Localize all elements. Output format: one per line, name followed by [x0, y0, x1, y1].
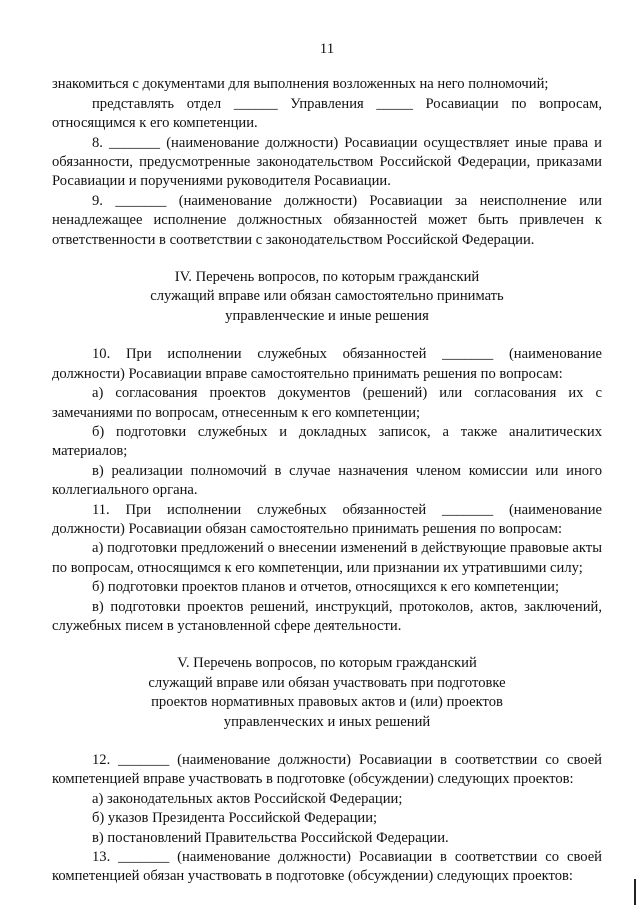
paragraph: а) подготовки предложений о внесении изменений в действующие правовые акты по вопросам, относящимся к его компетенции, или признании их утратившими силу; [52, 540, 602, 576]
heading-line: V. Перечень вопросов, по которым гражданский [177, 655, 477, 672]
scan-edge-mark [634, 879, 636, 905]
paragraph: 13. _______ (наименование должности) Росавиации в соответствии со своей компетенцией обязан участвовать в подготовке (обсуждении) следующих проектов: [52, 849, 602, 885]
paragraph: 11. При исполнении служебных обязанностей _______ (наименование должности) Росавиации обязан самостоятельно принимать решения по вопросам: [52, 501, 602, 537]
heading-line: проектов нормативных правовых актов и (или) проектов [151, 694, 503, 711]
heading-line: управленческих и иных решений [223, 713, 431, 730]
paragraph: б) подготовки проектов планов и отчетов, относящихся к его компетенции; [92, 579, 560, 596]
paragraph: 8. _______ (наименование должности) Росавиации осуществляет иные права и обязанности, предусмотренные законодательством Российской Федерации, приказами Росавиации и поручениями руководителя Росавиации. [52, 134, 602, 190]
paragraph: знакомиться с документами для выполнения возложенных на него полномочий; [52, 76, 549, 93]
paragraph: а) согласования проектов документов (решений) или согласования их с замечаниями по вопросам, отнесенным к его компетенции; [52, 385, 602, 421]
page-number: 11 [319, 41, 335, 57]
heading-line: IV. Перечень вопросов, по которым гражданский [174, 269, 480, 286]
paragraph: 12. _______ (наименование должности) Росавиации в соответствии со своей компетенцией вправе участвовать в подготовке (обсуждении) следующих проектов: [52, 752, 602, 788]
paragraph: в) подготовки проектов решений, инструкций, протоколов, актов, заключений, служебных писем в установленной сфере деятельности. [52, 598, 602, 634]
paragraph: б) подготовки служебных и докладных записок, а также аналитических материалов; [52, 423, 602, 460]
paragraph: в) постановлений Правительства Российской Федерации. [92, 829, 449, 846]
heading-line: управленческие и иные решения [225, 307, 429, 324]
heading-line: служащий вправе или обязан самостоятельно принимать [150, 288, 504, 305]
section-v-heading [52, 654, 602, 732]
paragraph: а) законодательных актов Российской Федерации; [92, 790, 403, 807]
heading-line: служащий вправе или обязан участвовать при подготовке [148, 674, 506, 691]
paragraph: 9. _______ (наименование должности) Росавиации за неисполнение или ненадлежащее исполнение должностных обязанностей может быть привлечен к ответственности в соответствии с законодательством Российской Федерации. [52, 192, 602, 248]
section-iv-heading [52, 268, 602, 326]
paragraph: 10. При исполнении служебных обязанностей _______ (наименование должности) Росавиации вправе самостоятельно принимать решения по вопросам: [52, 346, 602, 382]
paragraph: б) указов Президента Российской Федерации; [92, 810, 378, 827]
paragraph: представлять отдел ______ Управления _____ Росавиации по вопросам, относящимся к его компетенции. [52, 95, 602, 132]
paragraph: в) реализации полномочий в случае назначения членом комиссии или иного коллегиального органа. [52, 462, 602, 499]
